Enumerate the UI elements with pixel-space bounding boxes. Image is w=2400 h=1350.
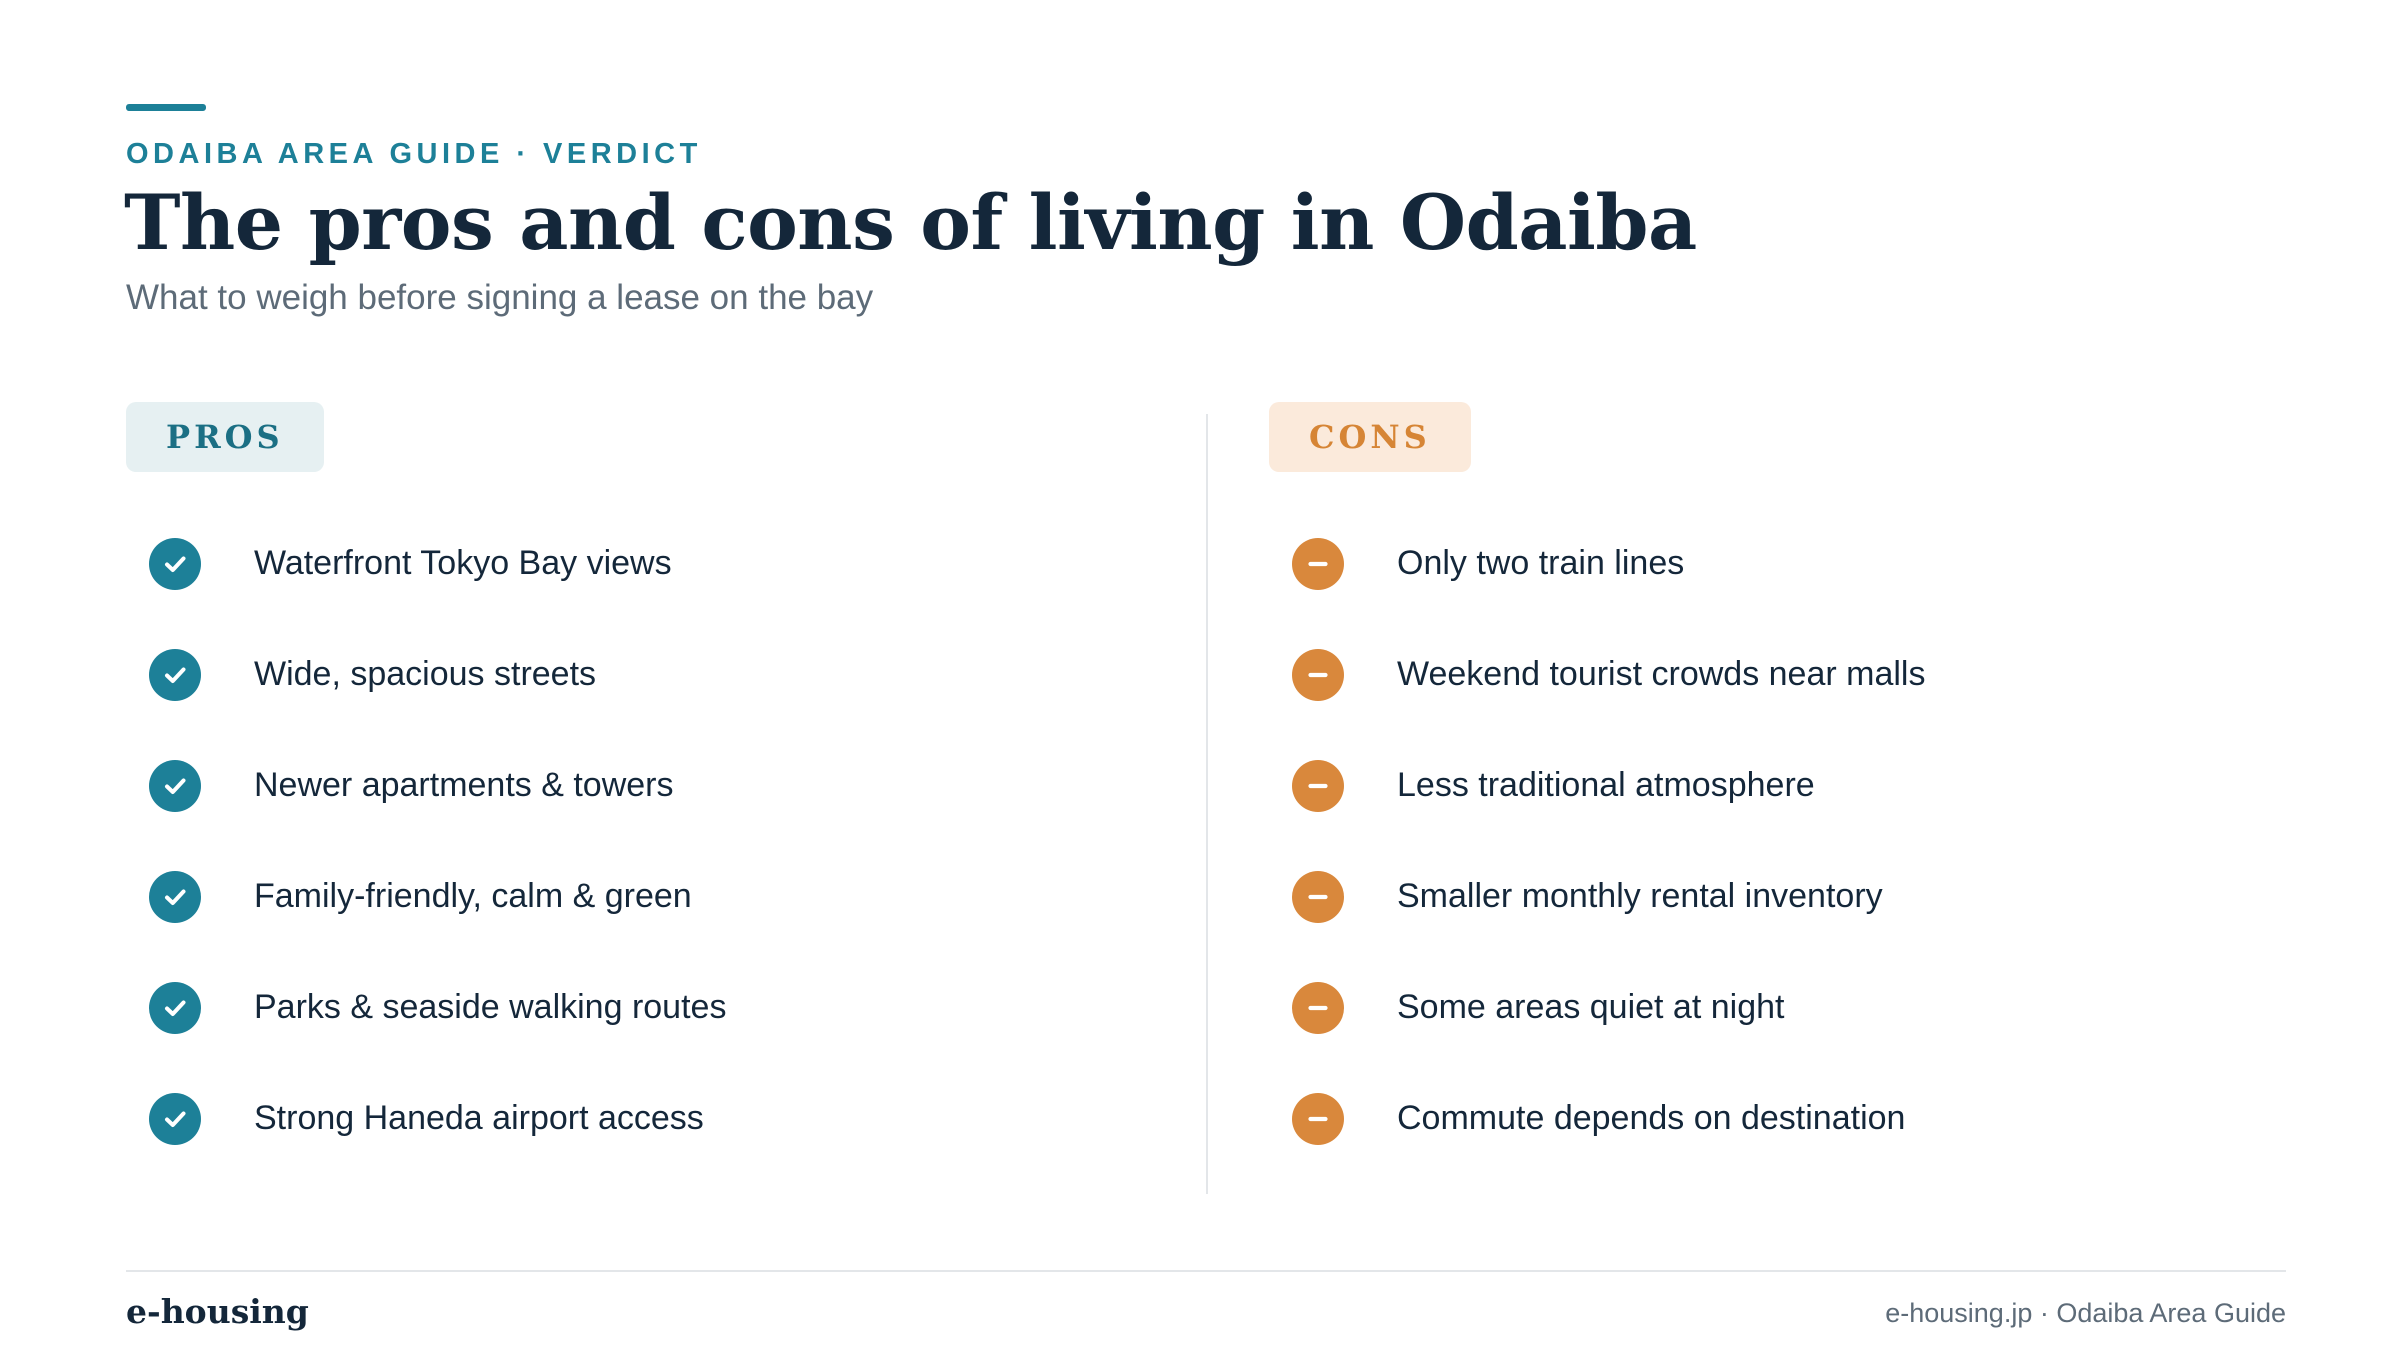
cons-badge: CONS [1269,402,1471,472]
minus-circle-icon [1292,760,1344,812]
cons-item [1269,730,2269,841]
cons-item [1269,841,2269,952]
pros-item-text: Family-friendly, calm & green [254,877,692,915]
accent-bar [126,104,206,111]
check-circle-icon [149,982,201,1034]
pros-item [126,730,1126,841]
check-circle-icon [149,649,201,701]
pros-item [126,841,1126,952]
pros-item [126,508,1126,619]
check-circle-icon [149,760,201,812]
pros-item-text: Newer apartments & towers [254,766,674,804]
cons-list [1269,508,2269,1174]
pros-item-text: Waterfront Tokyo Bay views [254,544,672,582]
pros-badge: PROS [126,402,324,472]
cons-item [1269,952,2269,1063]
pros-column [126,402,1126,1174]
cons-item [1269,1063,2269,1174]
page-subtitle: What to weigh before signing a lease on the bay [126,278,874,317]
cons-item [1269,619,2269,730]
pros-item-text: Wide, spacious streets [254,655,597,693]
column-divider [1206,414,1208,1194]
page-title: The pros and cons of living in Odaiba [124,178,1697,267]
pros-item [126,952,1126,1063]
cons-item-text: Commute depends on destination [1397,1099,1906,1137]
eyebrow-label: ODAIBA AREA GUIDE · VERDICT [126,138,702,170]
footer-divider [126,1270,2286,1272]
pros-item [126,1063,1126,1174]
pros-item-text: Parks & seaside walking routes [254,988,727,1026]
cons-item [1269,508,2269,619]
minus-circle-icon [1292,649,1344,701]
minus-circle-icon [1292,538,1344,590]
check-circle-icon [149,538,201,590]
cons-item-text: Weekend tourist crowds near malls [1397,655,1926,693]
cons-item-text: Less traditional atmosphere [1397,766,1815,804]
cons-item-text: Smaller monthly rental inventory [1397,877,1883,915]
footer-note: e-housing.jp · Odaiba Area Guide [1885,1298,2286,1328]
pros-item [126,619,1126,730]
cons-column [1269,402,2269,1174]
check-circle-icon [149,1093,201,1145]
minus-circle-icon [1292,871,1344,923]
pros-item-text: Strong Haneda airport access [254,1099,704,1137]
cons-item-text: Only two train lines [1397,544,1685,582]
brand-logo: e-housing [126,1292,309,1331]
pros-list [126,508,1126,1174]
cons-item-text: Some areas quiet at night [1397,988,1785,1026]
check-circle-icon [149,871,201,923]
minus-circle-icon [1292,1093,1344,1145]
minus-circle-icon [1292,982,1344,1034]
